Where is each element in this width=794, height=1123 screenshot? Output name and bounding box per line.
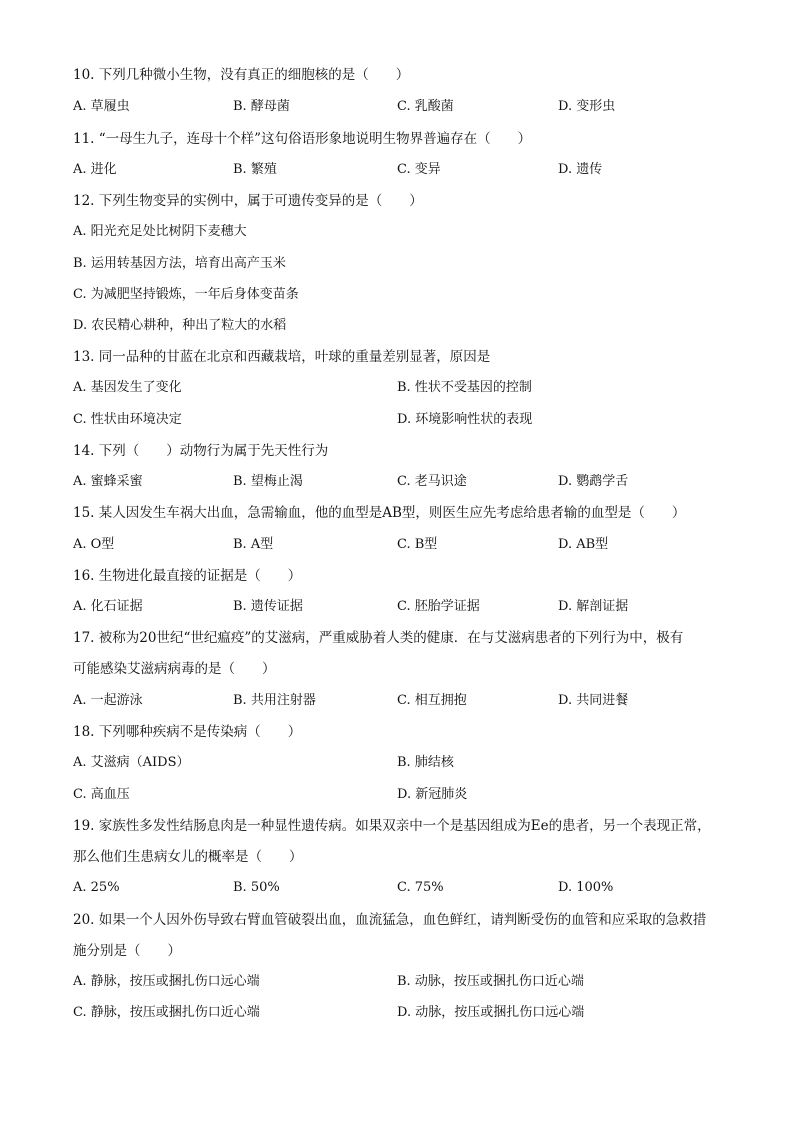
question-14-option-b: B. 望梅止渴: [233, 474, 303, 489]
question-19-option-b: B. 50%: [233, 880, 280, 895]
question-11-option-a: A. 进化: [73, 162, 117, 177]
question-16-option-b: B. 遗传证据: [233, 599, 303, 614]
question-10-option-b: B. 酵母菌: [233, 99, 290, 114]
question-10-option-a: A. 草履虫: [73, 99, 130, 114]
question-15-option-c: C. B型: [397, 537, 438, 552]
question-18-stem: 18. 下列哪种疾病不是传染病（ ）: [73, 724, 302, 740]
question-18-option-b: B. 肺结核: [397, 755, 454, 770]
question-19-option-a: A. 25%: [73, 880, 120, 895]
question-15-option-a: A. O型: [73, 537, 115, 552]
question-10-option-c: C. 乳酸菌: [397, 99, 454, 114]
question-20-option-d: D. 动脉，按压或捆扎伤口远心端: [397, 1005, 585, 1020]
question-10-option-d: D. 变形虫: [558, 99, 616, 114]
question-16-option-d: D. 解剖证据: [558, 599, 629, 614]
question-18-option-a: A. 艾滋病（AIDS）: [73, 755, 190, 770]
question-20-stem-line-1: 20. 如果一个人因外伤导致右臂血管破裂出血，血流猛急，血色鲜红，请判断受伤的血管和应采取的急救措: [73, 912, 707, 928]
question-11-stem: 11. “一母生九子，连母十个样”这句俗语形象地说明生物界普遍存在（ ）: [73, 131, 532, 147]
question-16-stem: 16. 生物进化最直接的证据是（ ）: [73, 568, 302, 584]
question-12-option-d: D. 农民精心耕种，种出了粒大的水稻: [73, 318, 287, 333]
question-13-option-d: D. 环境影响性状的表现: [397, 412, 533, 427]
question-15-option-d: D. AB型: [558, 537, 609, 552]
question-16-option-c: C. 胚胎学证据: [397, 599, 480, 614]
question-17-stem-line-2: 可能感染艾滋病病毒的是（ ）: [73, 661, 276, 677]
question-13-option-a: A. 基因发生了变化: [73, 380, 182, 395]
question-16-option-a: A. 化石证据: [73, 599, 143, 614]
question-13-option-c: C. 性状由环境决定: [73, 412, 182, 427]
question-12-stem: 12. 下列生物变异的实例中，属于可遗传变异的是（ ）: [73, 193, 423, 209]
question-15-stem: 15. 某人因发生车祸大出血，急需输血，他的血型是AB型，则医生应先考虑给患者输的血型是（ ）: [73, 505, 686, 521]
question-14-stem: 14. 下列（ ）动物行为属于先天性行为: [73, 443, 329, 459]
question-17-option-d: D. 共同进餐: [558, 693, 629, 708]
question-18-option-c: C. 高血压: [73, 787, 130, 802]
question-19-option-d: D. 100%: [558, 880, 614, 895]
question-11-option-c: C. 变异: [397, 162, 441, 177]
question-11-option-d: D. 遗传: [558, 162, 603, 177]
question-14-option-d: D. 鹦鹉学舌: [558, 474, 629, 489]
question-20-option-b: B. 动脉，按压或捆扎伤口近心端: [397, 974, 584, 989]
question-17-option-b: B. 共用注射器: [233, 693, 316, 708]
question-12-option-c: C. 为减肥坚持锻炼，一年后身体变苗条: [73, 287, 299, 302]
question-17-option-a: A. 一起游泳: [73, 693, 143, 708]
question-19-option-c: C. 75%: [397, 880, 444, 895]
question-19-stem-line-1: 19. 家族性多发性结肠息肉是一种显性遗传病。如果双亲中一个是基因组成为Ee的患者，另一个表现正常，: [73, 818, 711, 834]
question-20-stem-line-2: 施分别是（ ）: [73, 943, 181, 959]
question-14-option-c: C. 老马识途: [397, 474, 467, 489]
question-12-option-a: A. 阳光充足处比树阴下麦穗大: [73, 224, 247, 239]
question-14-option-a: A. 蜜蜂采蜜: [73, 474, 143, 489]
question-19-stem-line-2: 那么他们生患病女儿的概率是（ ）: [73, 849, 303, 865]
question-11-option-b: B. 繁殖: [233, 162, 277, 177]
question-20-option-c: C. 静脉，按压或捆扎伤口近心端: [73, 1005, 260, 1020]
question-17-stem-line-1: 17. 被称为20世纪“世纪瘟疫”的艾滋病，严重威胁着人类的健康．在与艾滋病患者的下列行为中，极有: [73, 630, 684, 646]
question-18-option-d: D. 新冠肺炎: [397, 787, 468, 802]
question-10-stem: 10. 下列几种微小生物，没有真正的细胞核的是（ ）: [73, 67, 410, 83]
question-15-option-b: B. A型: [233, 537, 274, 552]
question-17-option-c: C. 相互拥抱: [397, 693, 467, 708]
question-13-stem: 13. 同一品种的甘蓝在北京和西藏栽培，叶球的重量差别显著，原因是: [73, 349, 491, 365]
question-12-option-b: B. 运用转基因方法，培育出高产玉米: [73, 256, 286, 271]
question-13-option-b: B. 性状不受基因的控制: [397, 380, 532, 395]
question-20-option-a: A. 静脉，按压或捆扎伤口远心端: [73, 974, 260, 989]
